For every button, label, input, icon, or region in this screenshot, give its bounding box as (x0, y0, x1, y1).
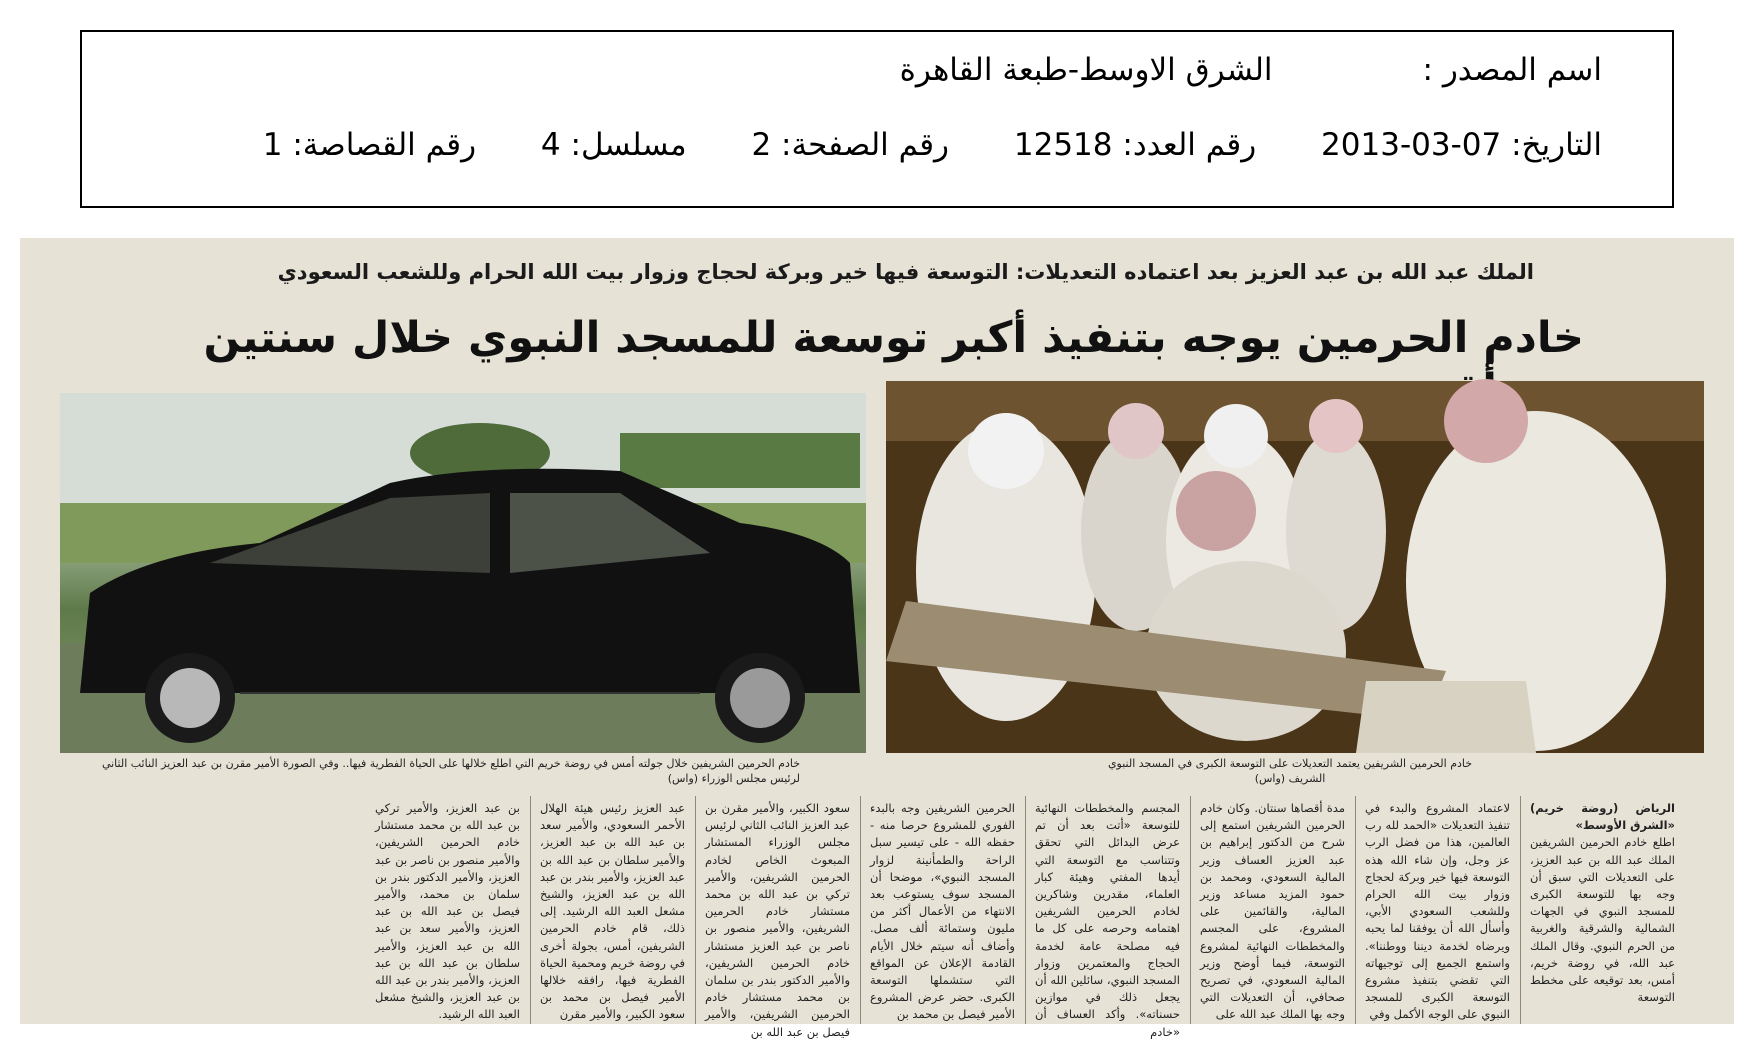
article-column-5: الحرمين الشريفين وجه بالبدء الفوري للمشروع حرصا منه - حفظه الله - على تيسير سبل الراحة والطمأنينة لزوار المسجد النبوي»، موضحا أن المسجد سوف يستوعب بعد الانتهاء من الأعمال أكثر من مليون وستمائة ألف مصل. وأضاف أنه سيتم خلال الأيام القادمة الإعلان عن المواقع التي ستشملها التوسعة الكبرى. حضر عرض المشروع الأمير فيصل بن محمد بن (870, 801, 1015, 1022)
car-photo (60, 393, 866, 753)
column-divider (1520, 796, 1521, 1024)
article-column-3: مدة أقصاها سنتان. وكان خادم الحرمين الشريفين استمع إلى شرح من الدكتور إبراهيم بن عبد العزيز العساف وزير المالية السعودي، ومحمد بن حمود المزيد مساعد وزير المالية، والقائمين على المشروع، على المجسم والمخططات النهائية لمشروع التوسعة، فيما أوضح وزير المالية السعودي، في تصريح صحافي، أن التعديلات التي وجه بها الملك عبد الله على (1200, 801, 1345, 1022)
article-column-2: لاعتماد المشروع والبدء في تنفيذ التعديلات «الحمد لله رب العالمين، هذا من فضل الرب عز وجل، وإن شاء الله هذه التوسعة فيها خير وبركة لحجاج وزوار بيت الله الحرام وللشعب السعودي الأبي، وأسأل الله أن يوفقنا لما يحبه ويرضاه لخدمة ديننا ووطننا». واستمع الجميع إلى توجيهاته التي تقضي بتنفيذ مشروع التوسعة الكبرى للمسجد النبوي على الوجه الأكمل وفي (1365, 801, 1510, 1022)
column-divider (1190, 796, 1191, 1024)
caption-car-photo: خادم الحرمين الشريفين خلال جولته أمس في روضة خريم التي اطلع خلالها على الحياة الفطرية فيها.. وفي الصورة الأمير مقرن بن عبد العزيز النائب الثاني لرئيس مجلس الوزراء (واس) (101, 757, 800, 785)
newspaper-clipping (20, 238, 1734, 1039)
signing-illustration (886, 381, 1704, 753)
metadata-row (208, 127, 1602, 163)
column-divider (1025, 796, 1026, 1024)
signing-photo (886, 381, 1704, 753)
column-divider (695, 796, 696, 1024)
column-text: اطلع خادم الحرمين الشريفين الملك عبد الله بن عبد العزيز، على التعديلات التي سبق أن وجه بها للتوسعة الكبرى للمسجد النبوي في الجهات الشمالية والشرقية والغربية من الحرم النبوي. وقال الملك عبد الله، في روضة خريم، أمس، بعد توقيعه على مخطط التوسعة (1530, 835, 1675, 1005)
source-row (900, 52, 1602, 88)
caption-signing-photo: خادم الحرمين الشريفين يعتمد التعديلات على التوسعة الكبرى في المسجد النبوي الشريف (واس) (1107, 757, 1473, 785)
clip-number: رقم القصاصة: 1 (262, 127, 477, 163)
car-illustration (60, 393, 866, 753)
column-divider (530, 796, 531, 1024)
article-column-4: المجسم والمخططات النهائية للتوسعة «أتت بعد أن تم عرض البدائل التي تحقق وتتناسب مع التوسعة التي أيدها المفتي وهيئة كبار العلماء، مقدرين وشاكرين لخادم الحرمين الشريفين اهتمامه وحرصه على كل ما فيه مصلحة عامة لخدمة الحجاج والمعتمرين وزوار المسجد النبوي، سائلين الله أن يجعل ذلك في موازين حسناته». وأكد العساف أن «خادم (1035, 801, 1180, 1039)
article-column-7: عبد العزيز رئيس هيئة الهلال الأحمر السعودي، والأمير سعد بن عبد الله بن عبد العزيز، والأمير سلطان بن عبد الله بن عبد العزيز، والأمير بندر بن عبد الله بن عبد العزيز، والشيخ مشعل العبد الله الرشيد. إلى ذلك، قام خادم الحرمين الشريفين، أمس، بجولة أخرى في روضة خريم ومحمية الحياة الفطرية فيها، رافقه خلالها الأمير فيصل بن محمد بن سعود الكبير، والأمير مقرن (540, 801, 685, 1022)
article-byline: الرياض (روضة خريم) «الشرق الأوسط» (1530, 801, 1675, 833)
page-number: رقم الصفحة: 2 (751, 127, 950, 163)
source-value: الشرق الاوسط-طبعة القاهرة (899, 52, 1273, 88)
article-kicker: الملك عبد الله بن عبد العزيز بعد اعتماده التعديلات: التوسعة فيها خير وبركة لحجاج وزوار بيت الله الحرام وللشعب السعودي (277, 260, 1534, 284)
issue-number: رقم العدد: 12518 (1013, 127, 1257, 163)
date-field: التاريخ: 07-03-2013 (1321, 127, 1602, 163)
clipping-header (80, 30, 1674, 208)
column-divider (1355, 796, 1356, 1024)
article-column-6: سعود الكبير، والأمير مقرن بن عبد العزيز النائب الثاني لرئيس مجلس الوزراء المستشار المبعوث الخاص لخادم الحرمين الشريفين، والأمير تركي بن عبد الله بن محمد مستشار خادم الحرمين الشريفين، والأمير منصور بن ناصر بن عبد العزيز مستشار خادم الحرمين الشريفين، والأمير الدكتور بندر بن سلمان بن محمد مستشار خادم الحرمين الشريفين، والأمير فيصل بن عبد الله بن (705, 801, 850, 1039)
article-column-1 (1530, 800, 1675, 1022)
source-label: اسم المصدر : (1422, 52, 1602, 88)
article-column-8: بن عبد العزيز، والأمير تركي بن عبد الله بن محمد مستشار خادم الحرمين الشريفين، والأمير منصور بن ناصر بن عبد العزيز، والأمير الدكتور بندر بن سلمان بن محمد، والأمير فيصل بن عبد الله بن عبد العزيز، والأمير سعد بن عبد الله بن عبد العزيز، والأمير سلطان بن عبد الله بن عبد العزيز، والأمير بندر بن عبد الله بن عبد العزيز، والشيخ مشعل العبد الله الرشيد. (375, 801, 520, 1022)
article-headline: خادم الحرمين يوجه بتنفيذ أكبر توسعة للمسجد النبوي خلال سنتين (203, 313, 1584, 363)
column-divider (860, 796, 861, 1024)
serial-number: مسلسل: 4 (540, 127, 687, 163)
